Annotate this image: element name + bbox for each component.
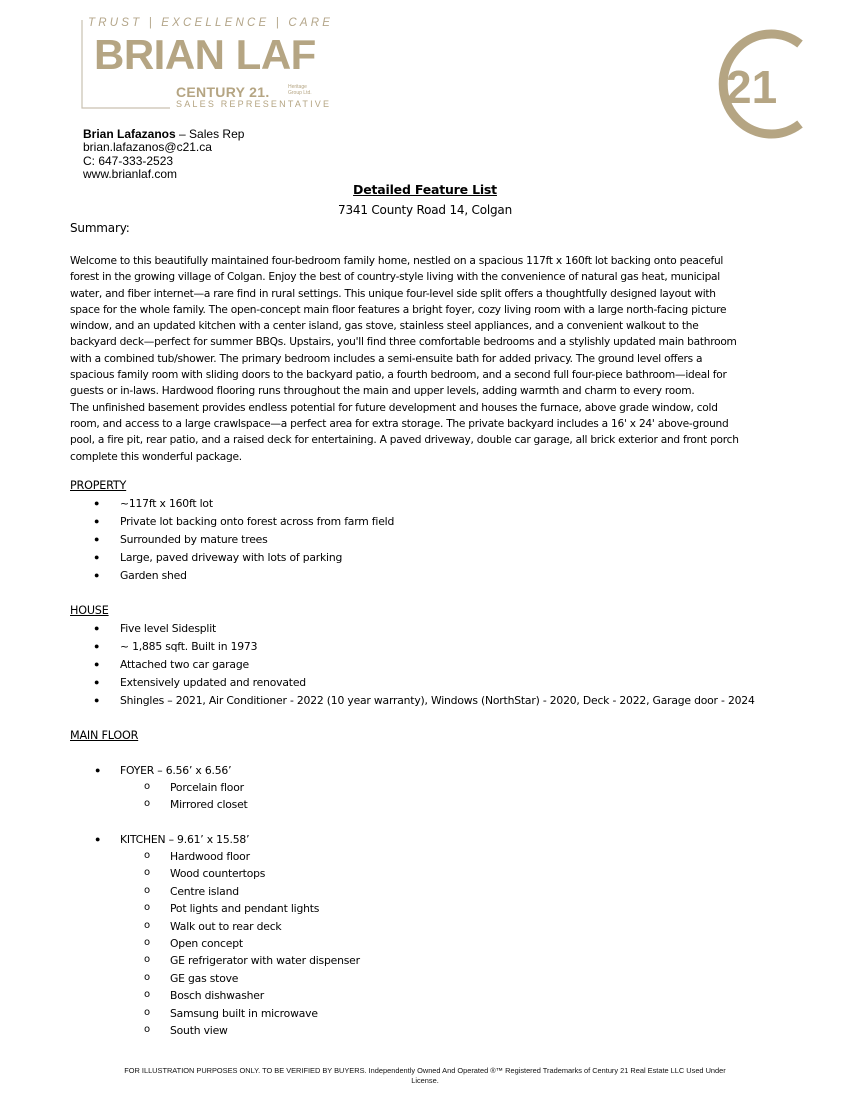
sub-bullet-icon: o [144,937,151,948]
sub-bullet-icon: o [144,1006,151,1018]
room-feature: Wood countertops [170,867,266,881]
list-item: Garden shed [120,569,187,582]
sub-bullet-icon: o [144,867,151,879]
footer-line-2: License. [411,1076,439,1085]
bullet-icon: ● [94,659,100,669]
bullet-icon: ● [95,834,101,844]
bullet-icon: ● [94,695,100,705]
agent-phone: C: 647-333-2523 [83,153,174,168]
summary-line: The unfinished basement provides endless potential for future development and houses the furnace, above grade window, cold [70,401,718,414]
summary-line: Welcome to this beautifully maintained four-bedroom family home, nestled on a spacious 117ft x 160ft lot backing onto peaceful [70,255,724,267]
bullet-icon: ● [95,765,101,775]
room-feature: South view [170,1024,228,1037]
summary-label: Summary: [70,221,130,235]
list-item: Extensively updated and renovated [120,676,306,689]
summary-line: window, and an updated kitchen with a center island, gas stove, stainless steel appliances, and a convenient walkout to the [70,320,699,333]
contact-name-line [83,128,244,141]
section-heading-property: PROPERTY [70,479,127,492]
bullet-icon: ● [94,570,100,580]
room-feature: Open concept [170,937,243,950]
list-item: ~117ft x 160ft lot [120,497,213,510]
room-feature: GE gas stove [170,971,239,985]
footer-disclaimer [70,1066,780,1086]
list-item: Surrounded by mature trees [120,533,268,546]
agent-name: Brian Lafazanos [83,127,176,141]
summary-line: space for the whole family. The open-concept main floor features a bright foyer, cozy living room with a large north-facing picture [70,303,727,316]
contact-block [83,128,244,182]
document-title: Detailed Feature List [353,182,497,197]
summary-line: guests or in-laws. Hardwood flooring runs throughout the main and upper levels, adding warmth and charm to every room. [70,385,695,398]
bullet-icon: ● [94,641,100,651]
bullet-icon: ● [94,677,100,687]
room-feature: Porcelain floor [170,781,244,794]
list-item: Shingles – 2021, Air Conditioner - 2022 (10 year warranty), Windows (NorthStar) - 2020, Deck - 2022, Garage door - 2024 [120,694,755,707]
summary-line: forest in the growing village of Colgan. Enjoy the best of country-style living with the convenience of natural gas heat, municipal [70,271,720,284]
summary-line: room, and access to a large crawlspace—a perfect area for extra storage. The private backyard includes a 16' x 24' above-ground [70,417,729,430]
room-feature: Samsung built in microwave [170,1006,318,1020]
list-item: Five level Sidesplit [120,622,217,635]
summary-line: backyard deck—perfect for summer BBQs. Upstairs, you'll find three comfortable bedrooms and a stylishly updated main bathroom [70,336,737,349]
summary-line: with a combined tub/shower. The primary bedroom includes a semi-ensuite bath for added privacy. The ground level offers a [70,352,703,365]
sub-bullet-icon: o [144,902,151,914]
room-heading: FOYER – 6.56’ x 6.56’ [120,764,232,777]
logo-brokerage: CENTURY 21. [176,84,270,100]
agent-website[interactable]: www.brianlaf.com [83,167,178,182]
section-heading-main-floor: MAIN FLOOR [70,729,139,742]
logo-brokerage-suffix: Heritage Group Ltd. [288,84,312,96]
bullet-icon: ● [94,552,100,562]
room-feature: Pot lights and pendant lights [170,902,320,916]
sub-bullet-icon: o [144,954,151,966]
list-item: Large, paved driveway with lots of parking [120,551,343,564]
summary-line: complete this wonderful package. [70,450,242,463]
agent-email[interactable]: brian.lafazanos@c21.ca [83,140,212,155]
logo-role: SALES REPRESENTATIVE [176,99,332,109]
room-feature: Hardwood floor [170,850,250,863]
property-address: 7341 County Road 14, Colgan [338,203,512,217]
bullet-icon: ● [94,516,100,526]
summary-line: water, and fiber internet—a rare find in rural settings. This unique four-level side split offers a thoughtfully designed layout with [70,287,716,300]
logo-name: BRIAN LAF [94,31,316,78]
room-feature: Walk out to rear deck [170,919,282,933]
sub-bullet-icon: o [144,798,151,810]
room-feature: Centre island [170,884,239,898]
section-heading-house: HOUSE [70,604,109,617]
room-feature: Mirrored closet [170,798,248,812]
sub-bullet-icon: o [144,850,151,861]
sub-bullet-icon: o [144,884,151,896]
room-feature: Bosch dishwasher [170,989,264,1003]
sub-bullet-icon: o [144,971,151,983]
list-item: Private lot backing onto forest across from farm field [120,515,395,528]
summary-line: pool, a fire pit, rear patio, and a raised deck for entertaining. A paved driveway, double car garage, all brick exterior and front porch [70,434,739,447]
room-feature: GE refrigerator with water dispenser [170,954,360,968]
list-item: Attached two car garage [120,658,249,671]
room-heading: KITCHEN – 9.61’ x 15.58’ [120,833,250,846]
agent-role: – Sales Rep [175,127,245,141]
sub-bullet-icon: o [144,1024,151,1035]
bullet-icon: ● [94,623,100,633]
century21-seal-icon [708,28,808,140]
sub-bullet-icon: o [144,989,151,1001]
bullet-icon: ● [94,534,100,544]
bullet-icon: ● [94,498,100,508]
list-item: ~ 1,885 sqft. Built in 1973 [120,640,258,653]
summary-paragraph [70,253,782,465]
sub-bullet-icon: o [144,919,151,931]
summary-line: spacious family room with sliding doors to the backyard patio, a fourth bedroom, and a second full four-piece bathroom—ideal for [70,369,727,382]
sub-bullet-icon: o [144,781,151,792]
seal-number: 21 [726,61,778,113]
footer-line-1: FOR ILLUSTRATION PURPOSES ONLY. TO BE VERIFIED BY BUYERS. Independently Owned And Operated ®™ Registered Trademarks of Century 21 Real Estate LLC Used Under [124,1066,726,1075]
logo-tagline: TRUST | EXCELLENCE | CARE [88,17,334,29]
